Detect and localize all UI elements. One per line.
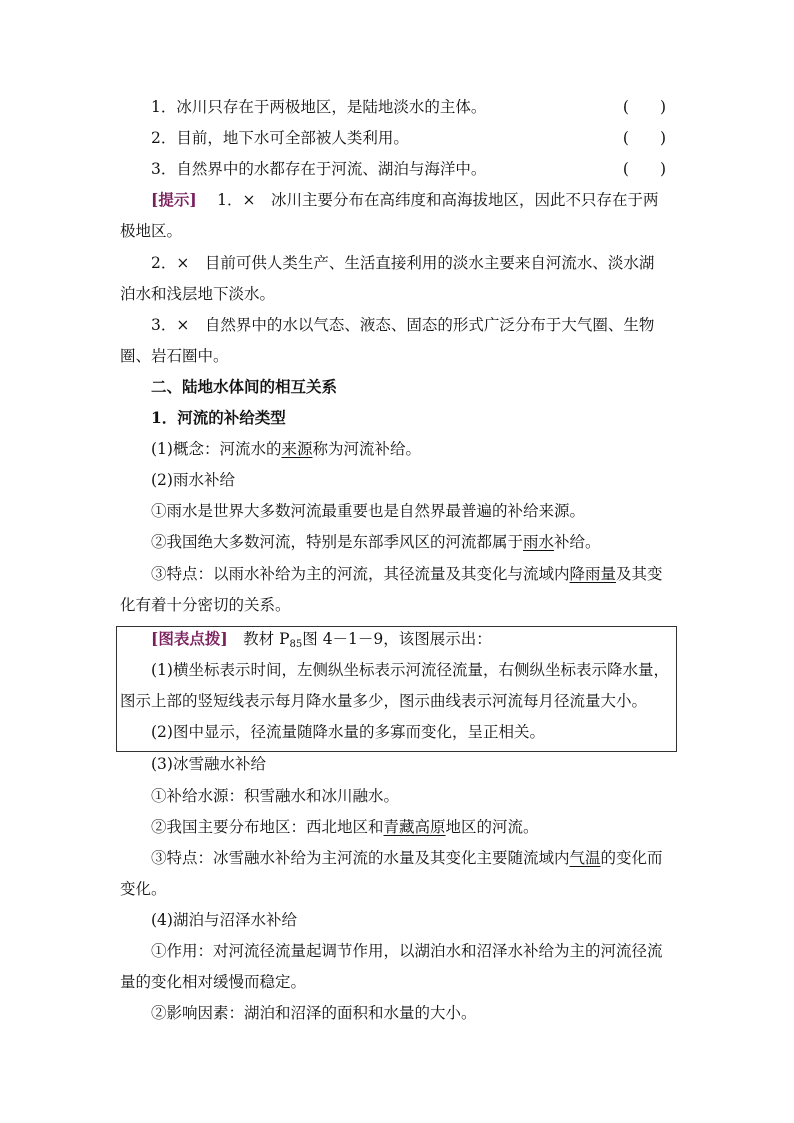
lake-heading: (4)湖泊与沼泽水补给 — [151, 911, 297, 929]
blank-answer: 来源 — [281, 440, 313, 458]
lake-point-2: ②影响因素：湖泊和沼泽的面积和水量的大小。 — [151, 1004, 477, 1022]
rain-point-3-cont: 化有着十分密切的关系。 — [120, 596, 291, 614]
answer-blank: ( ) — [622, 129, 666, 147]
blank-answer: 雨水 — [523, 533, 555, 551]
concept-line: (1)概念：河流水的来源称为河流补给。 — [151, 440, 421, 458]
hint-tag: [提示] — [151, 190, 197, 209]
figure-note-p1-line-1: (1)横坐标表示时间，左侧纵坐标表示河流径流量，右侧纵坐标表示降水量， — [151, 661, 669, 679]
rain-heading: (2)雨水补给 — [151, 471, 235, 489]
rain-point-1: ①雨水是世界大多数河流最重要也是自然界最普遍的补给来源。 — [151, 502, 586, 520]
snow-heading: (3)冰雪融水补给 — [151, 755, 266, 773]
lake-point-1-line-2: 量的变化相对缓慢而稳定。 — [120, 973, 307, 991]
question-text: 3．自然界中的水都存在于河流、湖泊与海洋中。 — [151, 160, 487, 178]
question-text: 2．目前，地下水可全部被人类利用。 — [151, 129, 409, 147]
snow-point-3: ③特点：冰雪融水补给为主河流的水量及其变化主要随流域内气温的变化而 — [151, 849, 663, 867]
question-1 — [151, 97, 676, 117]
snow-point-3-cont: 变化。 — [120, 880, 167, 898]
hint-2-line-2: 泊水和浅层地下淡水。 — [120, 285, 276, 303]
hint-1-line-2: 极地区。 — [120, 222, 183, 240]
question-3 — [151, 159, 676, 179]
blank-answer: 青藏高原 — [383, 818, 446, 836]
section-title: 二、陆地水体间的相互关系 — [151, 377, 338, 396]
hint-3-line-1: 3．× 自然界中的水以气态、液态、固态的形式广泛分布于大气圈、生物 — [151, 316, 655, 334]
rain-point-2: ②我国绝大多数河流，特别是东部季风区的河流都属于雨水补给。 — [151, 533, 601, 551]
section-subtitle: 1．河流的补给类型 — [151, 408, 286, 427]
figure-note-p2: (2)图中显示，径流量随降水量的多寡而变化，呈正相关。 — [151, 723, 545, 741]
question-text: 1．冰川只存在于两极地区，是陆地淡水的主体。 — [151, 98, 487, 116]
lake-point-1-line-1: ①作用：对河流径流量起调节作用，以湖泊水和沼泽水补给为主的河流径流 — [151, 942, 663, 960]
blank-answer: 气温 — [569, 849, 601, 867]
rain-point-3: ③特点：以雨水补给为主的河流，其径流量及其变化与流域内降雨量及其变 — [151, 565, 663, 583]
hint-3-line-2: 圈、岩石圈中。 — [120, 347, 229, 365]
figure-note-tag: [图表点拨] — [151, 629, 228, 648]
snow-point-1: ①补给水源：积雪融水和冰川融水。 — [151, 787, 400, 805]
blank-answer: 降雨量 — [569, 565, 617, 583]
question-2 — [151, 128, 676, 148]
answer-blank: ( ) — [622, 98, 666, 116]
snow-point-2: ②我国主要分布地区：西北地区和青藏高原地区的河流。 — [151, 818, 539, 836]
hint-1-line-1: [提示] 1．× 冰川主要分布在高纬度和高海拔地区，因此不只存在于两 — [151, 190, 659, 209]
figure-note-header: [图表点拨] 教材 $P_{85}$图 4－1－9，该图展示出： — [151, 629, 492, 650]
figure-note-p1-line-2: 图示上部的竖短线表示每月降水量多少，图示曲线表示河流每月径流量大小。 — [120, 692, 648, 710]
answer-blank: ( ) — [622, 160, 666, 178]
hint-2-line-1: 2．× 目前可供人类生产、生活直接利用的淡水主要来自河流水、淡水湖 — [151, 254, 655, 272]
